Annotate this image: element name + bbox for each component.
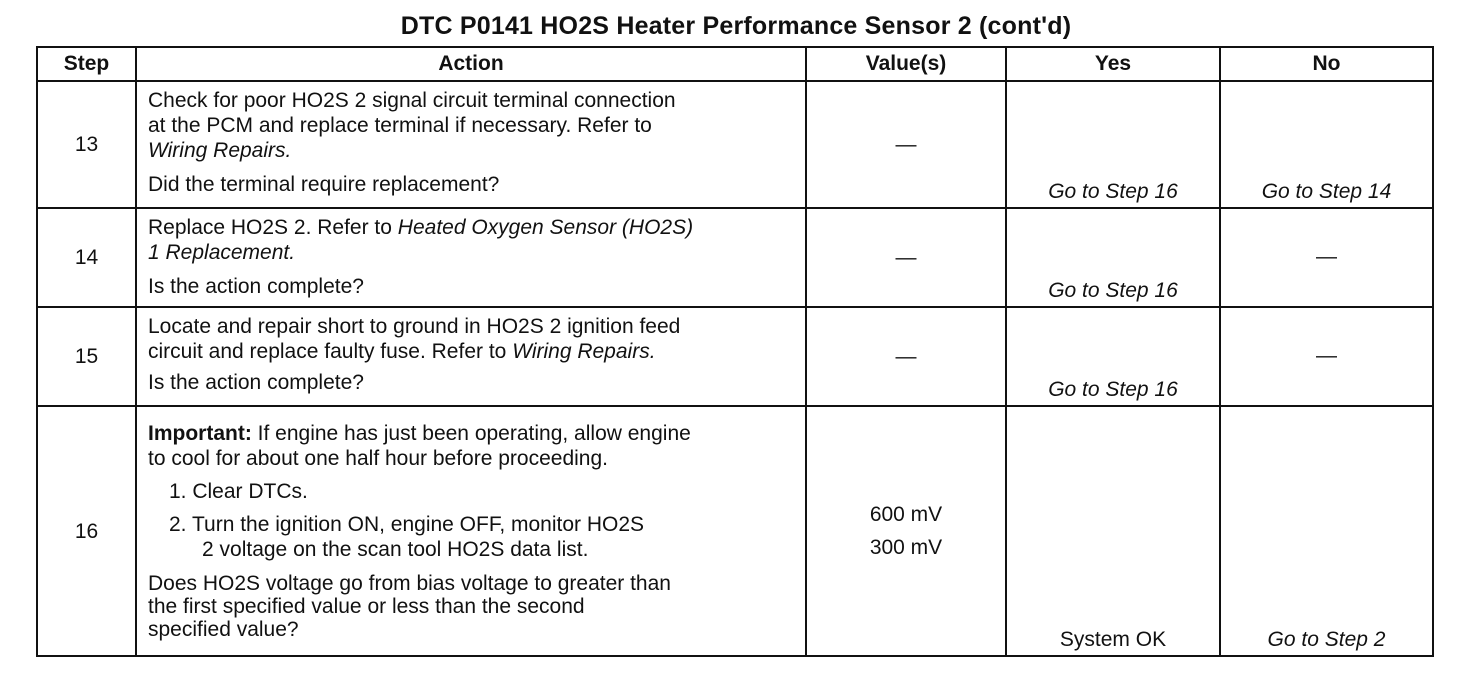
action-question: specified value? [148, 618, 299, 641]
header-values: Value(s) [806, 47, 1006, 81]
value-first: 600 mV [869, 503, 943, 526]
table-row [37, 406, 1433, 656]
important-note: to cool for about one half hour before proceeding. [148, 447, 608, 470]
action-reference: Wiring Repairs. [512, 340, 656, 363]
action-cell [136, 406, 806, 656]
step-number: 14 [37, 208, 136, 307]
action-reference: 1 Replacement. [148, 241, 296, 264]
header-step: Step [37, 47, 136, 81]
table-row [37, 81, 1433, 208]
yes-cell: Go to Step 16 [1006, 81, 1220, 208]
action-reference: Wiring Repairs. [148, 139, 292, 162]
action-cell [136, 81, 806, 208]
header-no: No [1220, 47, 1433, 81]
action-reference: Heated Oxygen Sensor (HO2S) [397, 216, 694, 239]
no-cell: Go to Step 14 [1220, 81, 1433, 208]
action-cell [136, 208, 806, 307]
important-note: Important: If engine has just been operating, allow engine [148, 422, 691, 445]
action-text: Check for poor HO2S 2 signal circuit terminal connection [148, 89, 676, 112]
table-header-row [37, 47, 1433, 81]
page-title: DTC P0141 HO2S Heater Performance Sensor 2 (cont'd) [400, 12, 1072, 40]
diagnostic-table [36, 46, 1434, 657]
header-action: Action [136, 47, 806, 81]
yes-cell: Go to Step 16 [1006, 307, 1220, 406]
no-cell: — [1220, 208, 1433, 307]
table-row [37, 208, 1433, 307]
header-yes: Yes [1006, 47, 1220, 81]
action-question: Is the action complete? [148, 371, 364, 394]
action-cell [136, 307, 806, 406]
action-text: circuit and replace faulty fuse. Refer to Wiring Repairs. [148, 340, 656, 363]
list-item: 2. Turn the ignition ON, engine OFF, monitor HO2S [169, 513, 645, 536]
table-row [37, 307, 1433, 406]
value-cell: — [806, 81, 1006, 208]
yes-cell: System OK [1006, 406, 1220, 656]
action-text: Locate and repair short to ground in HO2S 2 ignition feed [148, 315, 681, 338]
value-cell: — [806, 307, 1006, 406]
no-cell: Go to Step 2 [1220, 406, 1433, 656]
value-second: 300 mV [869, 536, 943, 559]
value-cell [806, 406, 1006, 656]
action-question: the first specified value or less than the second [148, 595, 585, 618]
action-question: Is the action complete? [148, 275, 364, 298]
step-number: 16 [37, 406, 136, 656]
list-item: 1. Clear DTCs. [169, 480, 308, 503]
no-cell: — [1220, 307, 1433, 406]
action-question: Does HO2S voltage go from bias voltage to greater than [148, 572, 671, 595]
action-question: Did the terminal require replacement? [148, 173, 500, 196]
important-label: Important: [148, 422, 252, 445]
list-item: 2 voltage on the scan tool HO2S data list. [202, 538, 589, 561]
value-cell: — [806, 208, 1006, 307]
step-number: 15 [37, 307, 136, 406]
step-number: 13 [37, 81, 136, 208]
action-text: at the PCM and replace terminal if necessary. Refer to [148, 114, 652, 137]
action-text: Replace HO2S 2. Refer to Heated Oxygen Sensor (HO2S) [148, 216, 694, 239]
yes-cell: Go to Step 16 [1006, 208, 1220, 307]
